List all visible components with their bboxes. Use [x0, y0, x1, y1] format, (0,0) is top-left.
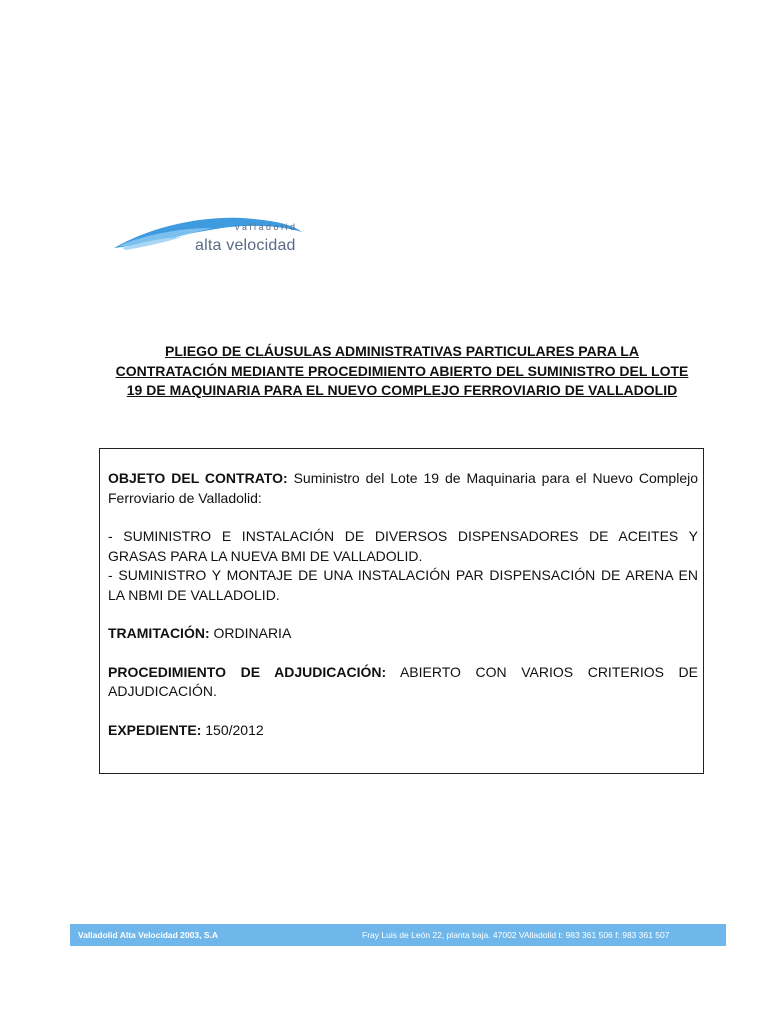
objeto-label: OBJETO DEL CONTRATO:: [108, 470, 288, 486]
item-2: - SUMINISTRO Y MONTAJE DE UNA INSTALACIÓN PAR DISPENSACIÓN DE ARENA EN LA NBMI DE VALLADOLID.: [108, 567, 698, 603]
expediente-label: EXPEDIENTE:: [108, 721, 202, 738]
logo-text-top: valladolid: [235, 222, 298, 232]
footer-company: Valladolid Alta Velocidad 2003, S.A: [78, 930, 218, 940]
item-1: - SUMINISTRO E INSTALACIÓN DE DIVERSOS DISPENSADORES DE ACEITES Y GRASAS PARA LA NUEVA BMI DE VALLADOLID.: [108, 528, 698, 564]
objeto-text: Suministro del Lote 19 de Maquinaria para el Nuevo Complejo Ferroviario de Valladolid:: [108, 470, 698, 506]
procedimiento-label: PROCEDIMIENTO DE ADJUDICACIÓN:: [108, 663, 387, 680]
tramitacion-paragraph: [108, 624, 698, 644]
tramitacion-value: ORDINARIA: [209, 625, 292, 641]
document-title: PLIEGO DE CLÁUSULAS ADMINISTRATIVAS PARTICULARES PARA LA CONTRATACIÓN MEDIANTE PROCEDIMIENTO ABIERTO DEL SUMINISTRO DEL LOTE 19 DE MAQUINARIA PARA EL NUEVO COMPLEJO FERROVIARIO DE VALLADOLID: [115, 343, 689, 398]
footer-bar: [70, 924, 726, 946]
footer-address: Fray Luis de León 22, planta baja. 47002 VAlladolid t: 983 361 506 f: 983 361 507: [362, 930, 670, 940]
contract-summary-box: [99, 448, 704, 774]
expediente-value: 150/2012: [201, 721, 264, 738]
expediente-paragraph: [108, 721, 698, 741]
procedimiento-paragraph: [108, 663, 698, 702]
tramitacion-label: TRAMITACIÓN:: [108, 625, 210, 641]
logo-text-main: alta velocidad: [195, 237, 296, 254]
procedimiento-value: ABIERTO CON VARIOS CRITERIOS DE ADJUDICACIÓN.: [108, 663, 698, 699]
objeto-paragraph: [108, 469, 698, 508]
